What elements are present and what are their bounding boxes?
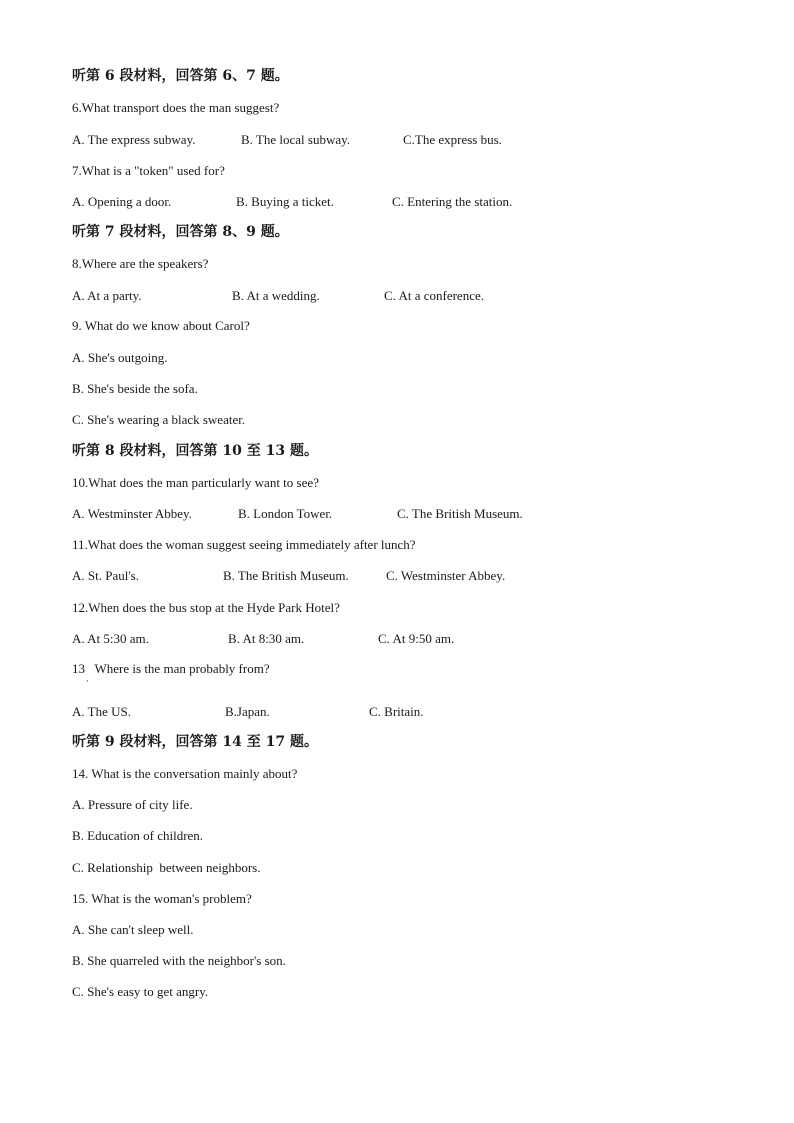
question-9: 9. What do we know about Carol? xyxy=(72,318,250,333)
question-10: 10.What does the man particularly want to see? xyxy=(72,475,319,490)
option-10a: A. Westminster Abbey. xyxy=(72,506,192,521)
option-11c: C. Westminster Abbey. xyxy=(386,568,506,583)
question-8: 8.Where are the speakers? xyxy=(72,256,209,271)
option-11b: B. The British Museum. xyxy=(223,568,349,583)
question-14: 14. What is the conversation mainly about? xyxy=(72,766,298,781)
option-7c: C. Entering the station. xyxy=(392,194,513,209)
option-15c: C. She's easy to get angry. xyxy=(72,984,209,999)
section-heading: 听第 9 段材料，回答第 14 至 17 题。 xyxy=(72,734,318,750)
option-11a: A. St. Paul's. xyxy=(72,568,139,583)
option-12a: A. At 5:30 am. xyxy=(72,631,149,646)
option-9b: B. She's beside the sofa. xyxy=(72,381,198,396)
question-13: 13 Where is the man probably from? xyxy=(72,661,270,676)
question-6: 6.What transport does the man suggest? xyxy=(72,100,280,115)
section-heading: 听第 6 段材料，回答第 6、7 题。 xyxy=(72,68,289,84)
option-12b: B. At 8:30 am. xyxy=(228,631,305,646)
option-14a: A. Pressure of city life. xyxy=(72,797,193,812)
option-9a: A. She's outgoing. xyxy=(72,350,168,365)
option-6a: A. The express subway. xyxy=(72,132,196,147)
option-13a: A. The US. xyxy=(72,704,131,719)
option-13b: B.Japan. xyxy=(225,704,270,719)
option-15a: A. She can't sleep well. xyxy=(72,922,194,937)
section-heading: 听第 7 段材料，回答第 8、9 题。 xyxy=(72,224,289,240)
option-7b: B. Buying a ticket. xyxy=(236,194,334,209)
option-12c: C. At 9:50 am. xyxy=(378,631,455,646)
option-13c: C. Britain. xyxy=(369,704,424,719)
option-15b: B. She quarreled with the neighbor's son. xyxy=(72,953,286,968)
question-7: 7.What is a "token" used for? xyxy=(72,163,225,178)
option-8b: B. At a wedding. xyxy=(232,288,320,303)
option-10b: B. London Tower. xyxy=(238,506,333,521)
question-11: 11.What does the woman suggest seeing immediately after lunch? xyxy=(72,537,416,552)
option-7a: A. Opening a door. xyxy=(72,194,172,209)
option-8c: C. At a conference. xyxy=(384,288,484,303)
option-8a: A. At a party. xyxy=(72,288,142,303)
question-12: 12.When does the bus stop at the Hyde Park Hotel? xyxy=(72,600,340,615)
option-6c: C.The express bus. xyxy=(403,132,502,147)
section-heading: 听第 8 段材料，回答第 10 至 13 题。 xyxy=(72,443,318,459)
option-9c: C. She's wearing a black sweater. xyxy=(72,412,246,427)
option-14c: C. Relationship between neighbors. xyxy=(72,860,261,875)
option-6b: B. The local subway. xyxy=(241,132,351,147)
option-14b: B. Education of children. xyxy=(72,828,204,843)
option-10c: C. The British Museum. xyxy=(397,506,523,521)
question-15: 15. What is the woman's problem? xyxy=(72,891,252,906)
stray-mark: · xyxy=(86,676,89,686)
